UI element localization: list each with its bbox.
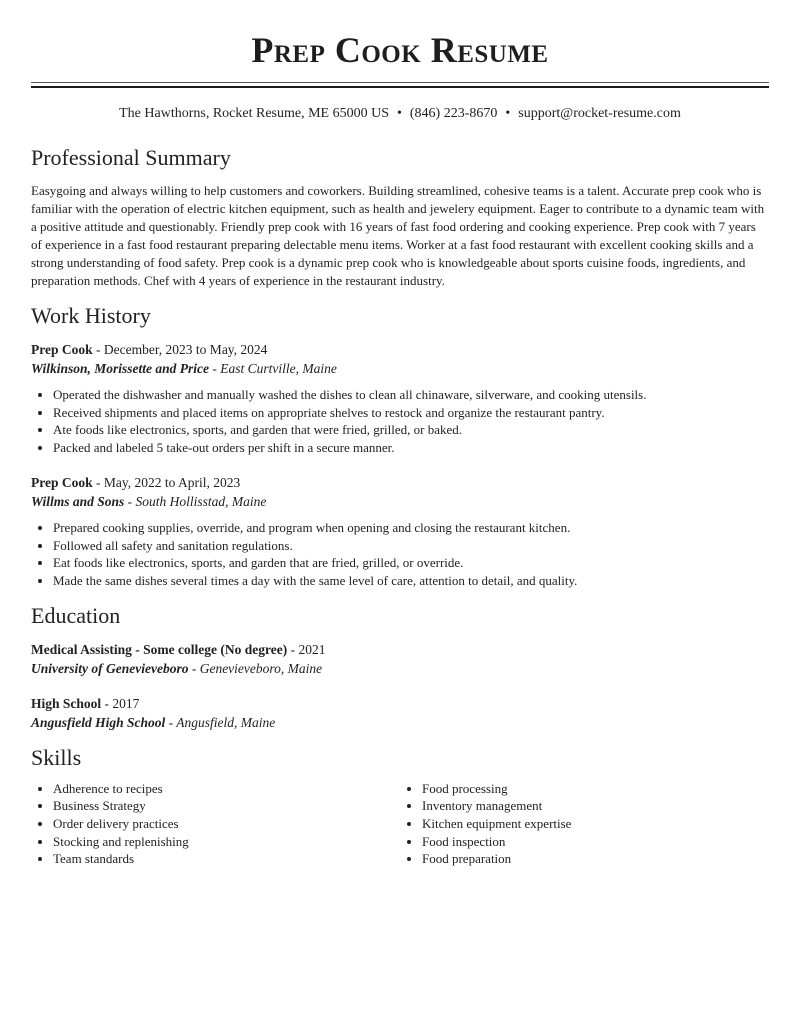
resume-title: Prep Cook Resume [251, 30, 549, 70]
job-duties [31, 386, 769, 457]
bullet-separator: • [396, 106, 402, 121]
work-history-section [31, 302, 769, 590]
duty-item: • Operated the dishwasher and manually washed the dishes to clean all chinaware, silverware, and cooking utensils. [53, 386, 769, 404]
school-location: - Angusfield, Maine [165, 714, 276, 730]
bullet-separator: • [505, 106, 511, 121]
education-entry [31, 694, 769, 732]
skill-item: • Team standards [53, 850, 400, 868]
duty-item: • Packed and labeled 5 take-out orders per shift in a secure manner. [53, 439, 769, 457]
contact-line [31, 105, 769, 123]
skill-item: • Stocking and replenishing [53, 833, 400, 851]
summary-heading: Professional Summary [31, 145, 231, 170]
contact-address: The Hawthorns, Rocket Resume, ME 65000 US [119, 106, 389, 121]
job-company: Wilkinson, Morissette and Price [31, 361, 210, 376]
summary-section [31, 144, 769, 290]
skill-item: • Food inspection [422, 833, 769, 851]
school-name: Angusfield High School [31, 714, 166, 730]
skill-item: • Adherence to recipes [53, 780, 400, 798]
job-dates: - December, 2023 to May, 2024 [92, 342, 268, 357]
duty-item: • Made the same dishes several times a day with the same level of care, attention to detail, and quality. [53, 572, 769, 590]
degree: Medical Assisting - Some college (No degree) [31, 641, 288, 657]
school-line [31, 659, 769, 678]
degree-line [31, 694, 769, 713]
job-dates: - May, 2022 to April, 2023 [92, 474, 241, 490]
skills-heading: Skills [31, 744, 82, 770]
degree: High School [31, 695, 102, 711]
summary-text: Easygoing and always willing to help customers and coworkers. Building streamlined, cohesive teams is a talent. Accurate prep cook who is familiar with the operation of electric kitchen equipment, such as health and jewelery equipment. Eager to contribute to a dynamic team with a positive attitude and questionably. Friendly prep cook with 16 years of fast food ordering and cooking experience. Prep cook with 7 years of experience in a fast food restaurant preparing delectable menu items. Worker at a fast food restaurant with excellent cooking skills and a strong understanding of food safety. Prep cook is a dynamic prep cook who is knowledgeable about sports cuisine foods, ingredients, and preparation methods. Chef with 4 years of experience in the restaurant industry. [31, 183, 765, 288]
school-name: University of Genevieveboro [31, 660, 189, 676]
job-entry [31, 340, 769, 457]
job-title: Prep Cook [31, 474, 93, 490]
job-location: - East Curtville, Maine [209, 361, 337, 376]
skill-item: • Business Strategy [53, 797, 400, 815]
school-line [31, 713, 769, 732]
job-company-line [31, 492, 769, 511]
skill-item: • Food preparation [422, 850, 769, 868]
job-company: Willms and Sons [31, 493, 125, 509]
job-entry [31, 473, 769, 590]
skill-item: • Order delivery practices [53, 815, 400, 833]
skills-list-right [400, 780, 769, 869]
duty-item: • Received shipments and placed items on appropriate shelves to restock and organize the restaurant pantry. [53, 404, 769, 422]
graduation-year: - 2021 [287, 641, 326, 657]
degree-line [31, 640, 769, 659]
contact-email: support@rocket-resume.com [518, 106, 681, 121]
work-history-heading: Work History [31, 303, 151, 328]
education-heading: Education [31, 602, 121, 628]
job-duties [31, 519, 769, 590]
job-title-line [31, 340, 769, 359]
duty-item: • Prepared cooking supplies, override, and program when opening and closing the restaurant kitchen. [53, 519, 769, 537]
skill-item: • Inventory management [422, 797, 769, 815]
title-divider-thin [31, 82, 769, 83]
education-section [31, 602, 769, 732]
duty-item: • Ate foods like electronics, sports, and garden that were fried, grilled, or baked. [53, 421, 769, 439]
skills-list-left [31, 780, 400, 869]
title-divider-thick [31, 86, 769, 88]
school-location: - Genevieveboro, Maine [188, 660, 323, 676]
graduation-year: - 2017 [101, 695, 140, 711]
job-location: - South Hollisstad, Maine [124, 493, 267, 509]
skills-columns [31, 780, 769, 869]
contact-phone: (846) 223-8670 [409, 106, 498, 121]
duty-item: • Eat foods like electronics, sports, and garden that are fried, grilled, or override. [53, 554, 769, 572]
skill-item: • Kitchen equipment expertise [422, 815, 769, 833]
job-title-line [31, 473, 769, 492]
duty-item: • Followed all safety and sanitation regulations. [53, 537, 769, 555]
education-entry [31, 640, 769, 678]
job-title: Prep Cook [31, 342, 93, 357]
skills-section [31, 744, 769, 869]
job-company-line [31, 359, 769, 378]
skill-item: • Food processing [422, 780, 769, 798]
